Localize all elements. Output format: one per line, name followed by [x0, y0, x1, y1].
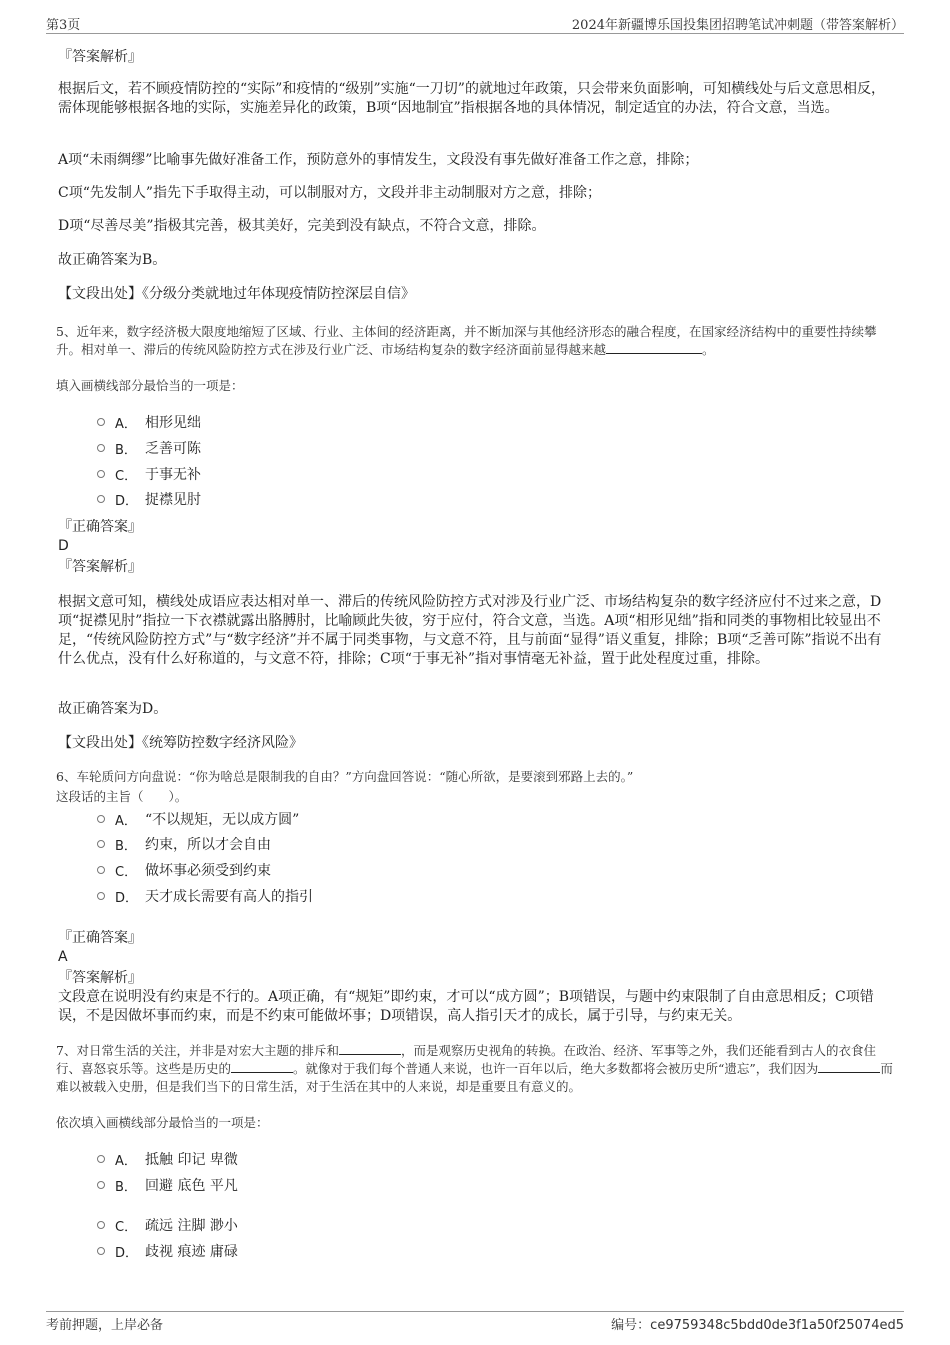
q5-conclusion: 故正确答案为D。	[58, 701, 168, 717]
radio-icon[interactable]	[97, 815, 105, 823]
q5-source: 【文段出处】《统筹防控数字经济风险》	[58, 735, 303, 751]
radio-icon[interactable]	[97, 1221, 105, 1229]
q6-analysis: 文段意在说明没有约束是不行的。A项正确，有“规矩”即约束，才可以“成方圆”；B项错误，与题中约束限制了自由意思相反；C项错误，不是因做坏事而约束，而是不约束可能做坏事；D项错误，高人指引天才的成长，属于引导，与约束无关。	[58, 989, 874, 1024]
radio-icon[interactable]	[97, 892, 105, 900]
radio-icon[interactable]	[97, 840, 105, 848]
q6-answer: A	[58, 949, 68, 965]
q6-option-b[interactable]: B． 约束，所以才会自由	[97, 834, 271, 854]
q5-option-d[interactable]: D． 捉襟见肘	[97, 489, 201, 509]
q6-answer-label: 『正确答案』	[58, 930, 142, 946]
q7-stem: 7、对日常生活的关注，并非是对宏大主题的排斥和 ，而是观察历史视角的转换。在政治、经济、军事等之外，我们还能看到古人的衣食住行、喜怒哀乐等。这些是历史的 。就像对于我们每个普通人来说，也许一百年以后，绝大多数都将会被历史所“遗忘”，我们因为 而难以被载入史册，但是我们当下的日常生活，对于生活在其中的人来说，却是重要且有意义的。	[56, 1043, 893, 1094]
radio-icon[interactable]	[97, 495, 105, 503]
q7-blank-3	[818, 1060, 880, 1073]
q5-analysis: 根据文意可知，横线处成语应表达相对单一、滞后的传统风险防控方式对涉及行业广泛、市场结构复杂的数字经济应付不过来之意，D项“捉襟见肘”指拉一下衣襟就露出胳膊肘，比喻顾此失彼，穷于应付，符合文意，当选。A项“相形见绌”指和同类的事物相比较显出不足，“传统风险防控方式”与“数字经济”并不属于同类事物，与文意不符，且与前面“显得”语义重复，排除；B项“乏善可陈”指说不出有什么优点，没有什么好称道的，与文意不符，排除；C项“于事无补”指对事情毫无补益，置于此处程度过重，排除。	[58, 594, 882, 667]
q6-stem-question: 这段话的主旨（ ）。	[56, 789, 188, 804]
q4-analysis-p1: 根据后文，若不顾疫情防控的“实际”和疫情的“级别”实施“一刀切”的就地过年政策，只会带来负面影响，可知横线处与后文意思相反，需体现能够根据各地的实际，实施差异化的政策，B项“因地制宜”指根据各地的具体情况，制定适宜的办法，符合文意，当选。	[58, 81, 885, 116]
q6-option-d[interactable]: D． 天才成长需要有高人的指引	[97, 886, 313, 906]
q6-analysis-label: 『答案解析』	[58, 970, 142, 986]
page-number: 第3页	[46, 18, 81, 33]
footer-divider	[46, 1311, 904, 1312]
footer-slogan: 考前押题，上岸必备	[46, 1318, 164, 1333]
q5-blank	[606, 341, 702, 354]
q4-source: 【文段出处】《分级分类就地过年体现疫情防控深层自信》	[58, 286, 415, 302]
q7-blank-1	[339, 1042, 401, 1055]
q4-analysis-label: 『答案解析』	[58, 49, 142, 65]
q6-stem: 6、车轮质问方向盘说：“你为啥总是限制我的自由？”方向盘回答说：“随心所欲，是要滚到邪路上去的。”	[56, 769, 634, 784]
q6-option-c[interactable]: C． 做坏事必须受到约束	[97, 860, 271, 880]
header-divider	[46, 33, 904, 34]
q5-option-c[interactable]: C． 于事无补	[97, 464, 201, 484]
q5-option-a[interactable]: A． 相形见绌	[97, 412, 201, 432]
q7-blank-2	[231, 1060, 293, 1073]
q5-option-b[interactable]: B． 乏善可陈	[97, 438, 201, 458]
q7-option-a[interactable]: A． 抵触 印记 卑微	[97, 1149, 238, 1169]
q4-analysis-p2: A项“未雨绸缪”比喻事先做好准备工作，预防意外的事情发生，文段没有事先做好准备工作之意，排除；	[58, 152, 699, 168]
q5-stem: 5、近年来，数字经济极大限度地缩短了区域、行业、主体间的经济距离，并不断加深与其他经济形态的融合程度，在国家经济结构中的重要性持续攀升。相对单一、滞后的传统风险防控方式在涉及行业广泛、市场结构复杂的数字经济面前显得越来越 。	[56, 324, 877, 357]
q4-conclusion: 故正确答案为B。	[58, 252, 167, 268]
radio-icon[interactable]	[97, 1155, 105, 1163]
q7-instruction: 依次填入画横线部分最恰当的一项是：	[56, 1115, 269, 1130]
radio-icon[interactable]	[97, 418, 105, 426]
radio-icon[interactable]	[97, 470, 105, 478]
radio-icon[interactable]	[97, 1247, 105, 1255]
q5-analysis-label: 『答案解析』	[58, 559, 142, 575]
radio-icon[interactable]	[97, 444, 105, 452]
q4-analysis-p4: D项“尽善尽美”指极其完善，极其美好，完美到没有缺点，不符合文意，排除。	[58, 218, 546, 234]
q6-option-a[interactable]: A． “不以规矩，无以成方圆”	[97, 809, 299, 829]
q7-option-b[interactable]: B． 回避 底色 平凡	[97, 1175, 238, 1195]
q7-option-c[interactable]: C． 疏远 注脚 渺小	[97, 1215, 238, 1235]
document-code: 编号：ce9759348c5bdd0de3f1a50f25074ed5	[611, 1318, 904, 1333]
q5-instruction: 填入画横线部分最恰当的一项是：	[56, 378, 244, 393]
q5-answer: D	[58, 538, 69, 554]
radio-icon[interactable]	[97, 866, 105, 874]
radio-icon[interactable]	[97, 1181, 105, 1189]
q5-answer-label: 『正确答案』	[58, 519, 142, 535]
q7-option-d[interactable]: D． 歧视 痕迹 庸碌	[97, 1241, 238, 1261]
q4-analysis-p3: C项“先发制人”指先下手取得主动，可以制服对方，文段并非主动制服对方之意，排除；	[58, 185, 602, 201]
document-title: 2024年新疆博乐国投集团招聘笔试冲刺题（带答案解析）	[571, 18, 904, 33]
